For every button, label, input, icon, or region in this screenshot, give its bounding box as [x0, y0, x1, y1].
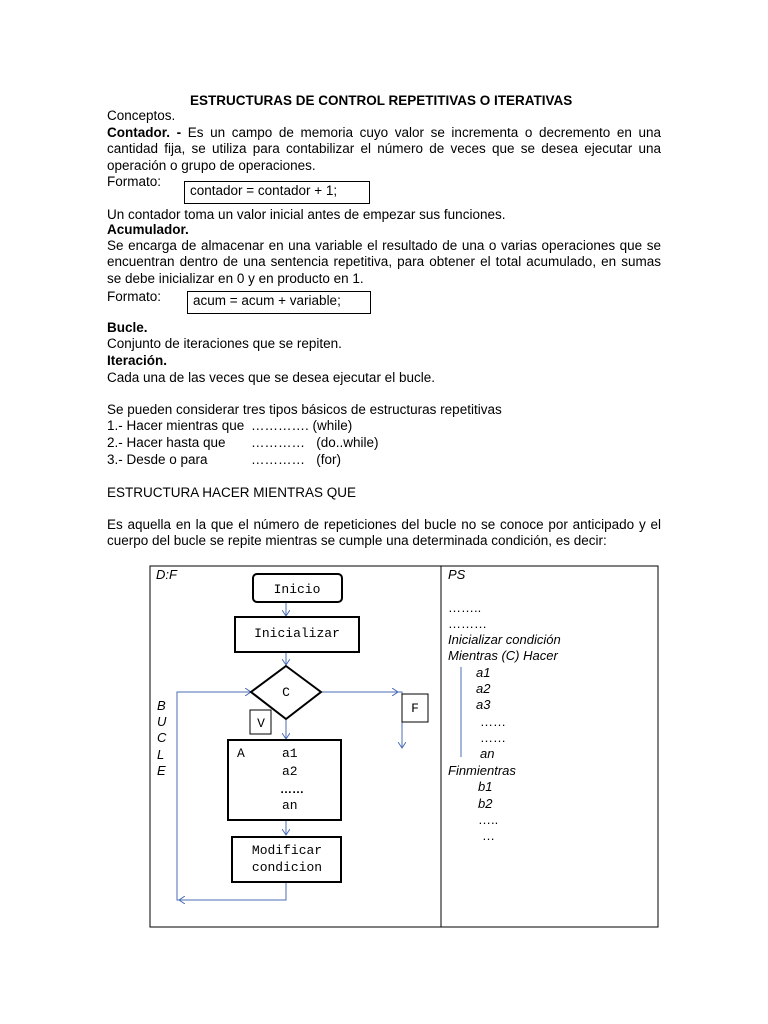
bucle-letter-c: C: [157, 730, 167, 745]
contador-note: Un contador toma un valor inicial antes de empezar sus funciones.: [107, 207, 506, 222]
inicializar-text: Inicializar: [254, 626, 340, 641]
df-label: D:F: [156, 567, 177, 582]
bucle-letter-u: U: [157, 714, 167, 729]
ps-line: b2: [478, 796, 493, 811]
mientras-heading: ESTRUCTURA HACER MIENTRAS QUE: [107, 485, 357, 500]
conceptos-label: Conceptos.: [107, 108, 176, 123]
contador-formato-box: contador = contador + 1;: [184, 181, 370, 204]
ps-line: a1: [476, 665, 491, 680]
bucle-heading: Bucle.: [107, 320, 148, 335]
bucle-letter-l: L: [157, 747, 165, 762]
block-line-3: ……: [280, 782, 304, 796]
f-text: F: [411, 701, 419, 716]
acumulador-formato-box: acum = acum + variable;: [187, 291, 371, 314]
iteracion-heading: Iteración.: [107, 353, 168, 368]
tipo-label: 2.- Hacer hasta que: [107, 435, 226, 450]
tipo-dots-2: ………… (do..while): [251, 435, 379, 450]
ps-line: Mientras (C) Hacer: [448, 648, 558, 663]
tipo-dots-3: ………… (for): [251, 452, 341, 467]
cond-text: C: [282, 685, 290, 700]
modificar-text-1: Modificar: [251, 843, 323, 858]
ps-label: PS: [448, 567, 466, 582]
mientras-text: Es aquella en la que el número de repeticiones del bucle no se conoce por anticipado y el cuerpo del bucle se repite mientras se cumple una determinada condición, es decir:: [107, 517, 661, 549]
block-a-text: A: [237, 746, 245, 761]
ps-line: b1: [478, 779, 493, 794]
ps-line: an: [480, 746, 495, 761]
acumulador-formato-label: Formato:: [107, 289, 162, 304]
bucle-letter-e: E: [157, 763, 166, 778]
tipo-label: 1.- Hacer mientras que: [107, 418, 245, 433]
ps-line: ……: [480, 714, 506, 729]
ps-line: a2: [476, 681, 491, 696]
block-line-1: a1: [282, 746, 298, 761]
ps-line: …..: [478, 812, 499, 827]
ps-line: ……..: [448, 600, 482, 615]
inicio-text: Inicio: [273, 582, 321, 597]
iteracion-text: Cada una de las veces que se desea ejecutar el bucle.: [107, 370, 435, 385]
ps-line: …: [482, 828, 495, 843]
bucle-letter-b: B: [157, 698, 166, 713]
ps-line: ……: [480, 730, 506, 745]
block-line-4: an: [282, 798, 298, 813]
ps-line: ………: [448, 616, 487, 631]
contador-formato-label: Formato:: [107, 174, 162, 189]
diagram-frame: [150, 566, 658, 927]
tipo-dots-1: …………. (while): [251, 418, 353, 433]
block-line-2: a2: [282, 764, 298, 779]
ps-line: Finmientras: [448, 763, 516, 778]
acumulador-heading: Acumulador.: [107, 222, 189, 237]
contador-text: Es un campo de memoria cuyo valor se incrementa o decremento en una cantidad fija, se utiliza para contabilizar el número de veces que se desea ejecutar una operación o grupo de operaciones.: [107, 125, 661, 173]
acumulador-text: Se encarga de almacenar en una variable el resultado de una o varias operaciones que se encuentran dentro de una sentencia repetitiva, para obtener el total acumulado, en sumas se debe inicializar en 0 y en producto en 1.: [107, 238, 661, 286]
modificar-text-2: condicion: [251, 860, 323, 875]
ps-line: a3: [476, 697, 491, 712]
v-text: V: [257, 716, 265, 731]
tipo-label: 3.- Desde o para: [107, 452, 208, 467]
contador-heading: Contador. -: [107, 125, 182, 140]
ps-line: Inicializar condición: [448, 632, 561, 647]
page-title: ESTRUCTURAS DE CONTROL REPETITIVAS O ITERATIVAS: [190, 93, 573, 108]
bucle-text: Conjunto de iteraciones que se repiten.: [107, 336, 342, 351]
tipos-intro: Se pueden considerar tres tipos básicos de estructuras repetitivas: [107, 402, 502, 417]
